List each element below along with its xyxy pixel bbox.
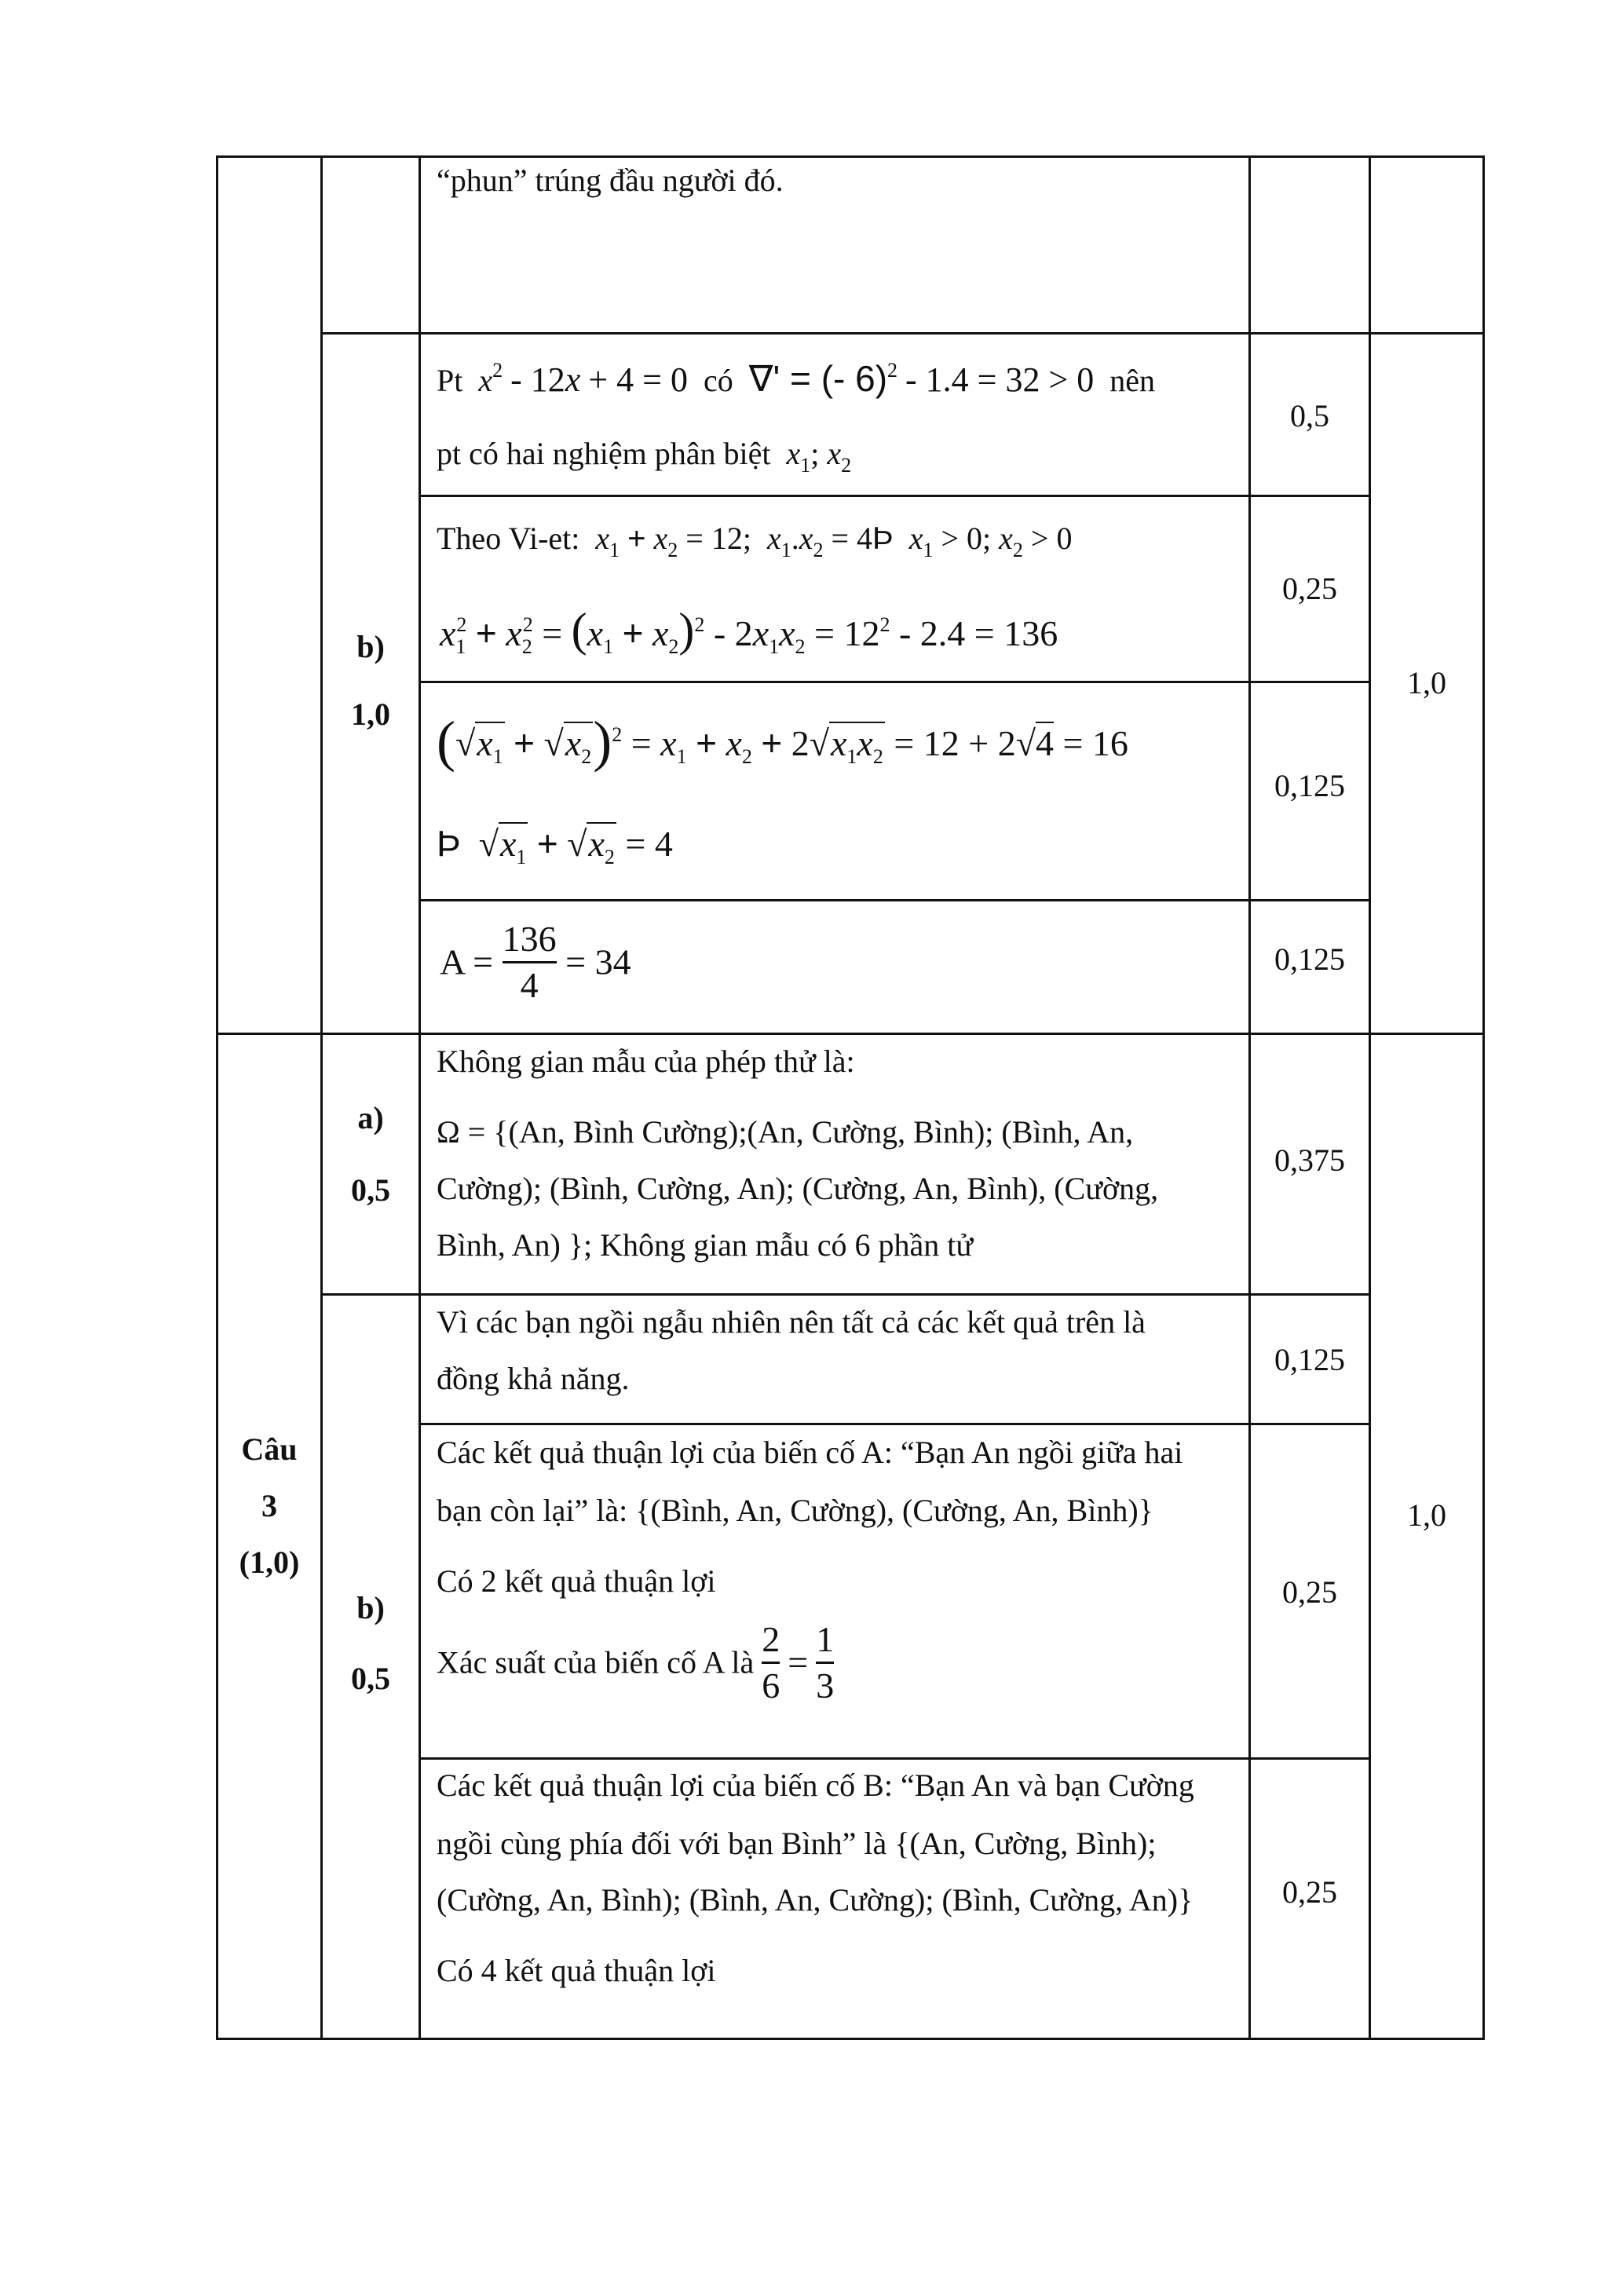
q3b-total: 1,0: [1407, 1497, 1446, 1533]
delta-expr: ∇' = (- 6): [748, 358, 888, 399]
table-col-line: [419, 1515, 421, 2040]
table-row-line: [419, 681, 1371, 683]
q2b-row1-score: 0,5: [1290, 398, 1329, 433]
table-row-line: [216, 1033, 1485, 1035]
q3b-r2-line: bạn còn lại” là: {(Bình, An, Cường), (Cường, An, Bình)}: [437, 1493, 1153, 1528]
q2b-total: 1,0: [1407, 665, 1446, 700]
q2b-label: b): [356, 629, 385, 664]
eq-part: = 16: [1062, 723, 1128, 763]
table-col-line: [1482, 1515, 1485, 2040]
q3b-r2-prob: [437, 1618, 834, 1708]
table-border-left: [216, 155, 218, 1517]
q3-label-line3: (1,0): [239, 1545, 300, 1580]
q2b-row1-line2: pt có hai nghiệm phân biệt $x_1$; $x_2$: [437, 436, 852, 477]
q3b-r1-line: đồng khả năng.: [437, 1361, 630, 1396]
var-x: x: [565, 360, 581, 399]
eq-part: - 12: [510, 360, 565, 399]
numerator: 2: [762, 1619, 780, 1659]
q3b-r3-line: Có 4 kết quả thuận lợi: [437, 1953, 716, 1988]
q2b-points: 1,0: [351, 696, 390, 732]
q3a-line: Không gian mẫu của phép thử là:: [437, 1044, 855, 1079]
root-value: 4: [1035, 723, 1054, 763]
separator: ;: [810, 436, 820, 471]
q3b-r2-line: Các kết quả thuận lợi của biến cố A: “Bạn An ngồi giữa hai: [437, 1435, 1183, 1470]
q3b-r1-score: 0,125: [1274, 1342, 1345, 1377]
numerator: 136: [502, 919, 557, 959]
implies-symbol: Þ: [437, 823, 461, 864]
q2b-row3-score: 0,125: [1274, 768, 1345, 803]
text-line: pt có hai nghiệm phân biệt: [437, 436, 771, 471]
eq-sign: =: [788, 1642, 809, 1683]
q3a-label: a): [357, 1100, 384, 1135]
fraction-2-6: [762, 1618, 780, 1708]
table-col-line: [1369, 155, 1371, 1517]
delta-expr: - 1.4 = 32 > 0: [905, 360, 1095, 399]
top-row-text: “phun” trúng đầu người đó.: [437, 163, 784, 198]
eq-part: = 4: [831, 521, 873, 556]
q3a-line: Cường); (Bình, Cường, An); (Cường, An, Bình), (Cường,: [437, 1171, 1159, 1206]
table-col-line: [216, 1515, 218, 2040]
table-col-line: [1248, 155, 1251, 1517]
table-row-line: [419, 1757, 1371, 1760]
var-x: x: [478, 363, 493, 398]
fraction-1-3: [816, 1618, 834, 1708]
text-co: có: [703, 363, 733, 398]
numerator: 1: [816, 1619, 835, 1659]
q3b-r1-line: Vì các bạn ngồi ngẫu nhiên nên tất cả các kết quả trên là: [437, 1304, 1146, 1340]
eq-part: > 0: [1030, 521, 1073, 556]
table-row-line: [419, 899, 1371, 901]
q2b-row2-line1: Theo Vi-et: $x_1 + x_2 = 12$; $x_1.x_2$ = 4Þ $x_1 > 0$; $x_2 > 0$: [437, 521, 1073, 561]
table-row-line: [320, 332, 1485, 335]
table-col-line: [419, 155, 421, 1517]
text-vieta: Theo Vi-et:: [437, 521, 580, 556]
q3a-points: 0,5: [351, 1172, 390, 1208]
q3b-r3-line: (Cường, An, Bình); (Bình, An, Cường); (Bình, Cường, An)}: [437, 1882, 1193, 1918]
q3b-r3-line: Các kết quả thuận lợi của biến cố B: “Bạn An và bạn Cường: [437, 1768, 1194, 1803]
q3b-r3-score: 0,25: [1282, 1874, 1337, 1910]
q2b-row2-score: 0,25: [1282, 571, 1337, 606]
table-border-top: [216, 155, 1485, 158]
eq-part: = 12: [814, 613, 880, 653]
text-nen: nên: [1109, 363, 1156, 398]
q3-label-line2: 3: [261, 1488, 277, 1523]
text-pt: Pt: [437, 363, 463, 398]
denominator: 6: [762, 1665, 780, 1706]
q2b-row1-line1: Pt $x^2 - 12x + 4 = 0$ có ∇' = (- 6)$^2$ - 1.4 = 32 > 0 nên: [437, 358, 1156, 399]
eq-part: = 4: [625, 824, 673, 864]
eq-part: > 0;: [941, 521, 992, 556]
table-row-line: [419, 1423, 1371, 1425]
q2b-row4-score: 0,125: [1274, 941, 1345, 977]
q3a-line: Bình, An) }; Không gian mẫu có 6 phần tử: [437, 1227, 974, 1263]
prob-text: Xác suất của biến cố A là: [437, 1644, 755, 1680]
eq-part: - 2.4 = 136: [898, 613, 1058, 653]
table-col-line: [320, 155, 323, 1517]
table-row-line: [320, 1293, 1371, 1296]
q3b-r2-score: 0,25: [1282, 1574, 1337, 1610]
q3a-line: Ω = {(An, Bình Cường);(An, Cường, Bình); (Bình, An,: [437, 1114, 1134, 1150]
q2b-row4-expr: [440, 917, 631, 1007]
denominator: 3: [816, 1665, 835, 1706]
q2b-row3-line1: $(√x_1 + √x_2)^2 = x_1 + x_2 + 2√x_1x_2 = 12 + 2√4 = 16$: [437, 710, 1128, 773]
table-border-bottom: [216, 2038, 1485, 2040]
table-border-right: [1482, 155, 1485, 1517]
eq-part: = 12;: [685, 521, 751, 556]
q3b-label: b): [356, 1590, 385, 1625]
eq-part: = 34: [565, 941, 631, 982]
fraction-136-4: [503, 917, 557, 1007]
q3b-r2-line: Có 2 kết quả thuận lợi: [437, 1563, 716, 1599]
q3-label-line1: Câu: [241, 1431, 298, 1467]
eq-part: = 12 + 2: [894, 723, 1016, 763]
q2b-row3-line2: Þ $√x_1 + √x_2 = 4$: [437, 823, 673, 868]
q3b-r3-line: ngồi cùng phía đối với bạn Bình” là {(An, Cường, Bình);: [437, 1826, 1157, 1861]
table-col-line: [1369, 1515, 1371, 2040]
q3a-score: 0,375: [1274, 1143, 1345, 1178]
denominator: 4: [520, 965, 539, 1005]
q2b-row2-line2: $x_1^2 + x_2^2 = (x_1 + x_2)^2 - 2x_1x_2 = 12^2 - 2.4 = 136$: [440, 604, 1058, 658]
table-row-line: [419, 495, 1371, 497]
q3b-points: 0,5: [351, 1661, 390, 1696]
implies-symbol: Þ: [872, 521, 894, 556]
eq-part: + 4 = 0: [588, 360, 688, 399]
eq-part: A =: [440, 941, 494, 982]
